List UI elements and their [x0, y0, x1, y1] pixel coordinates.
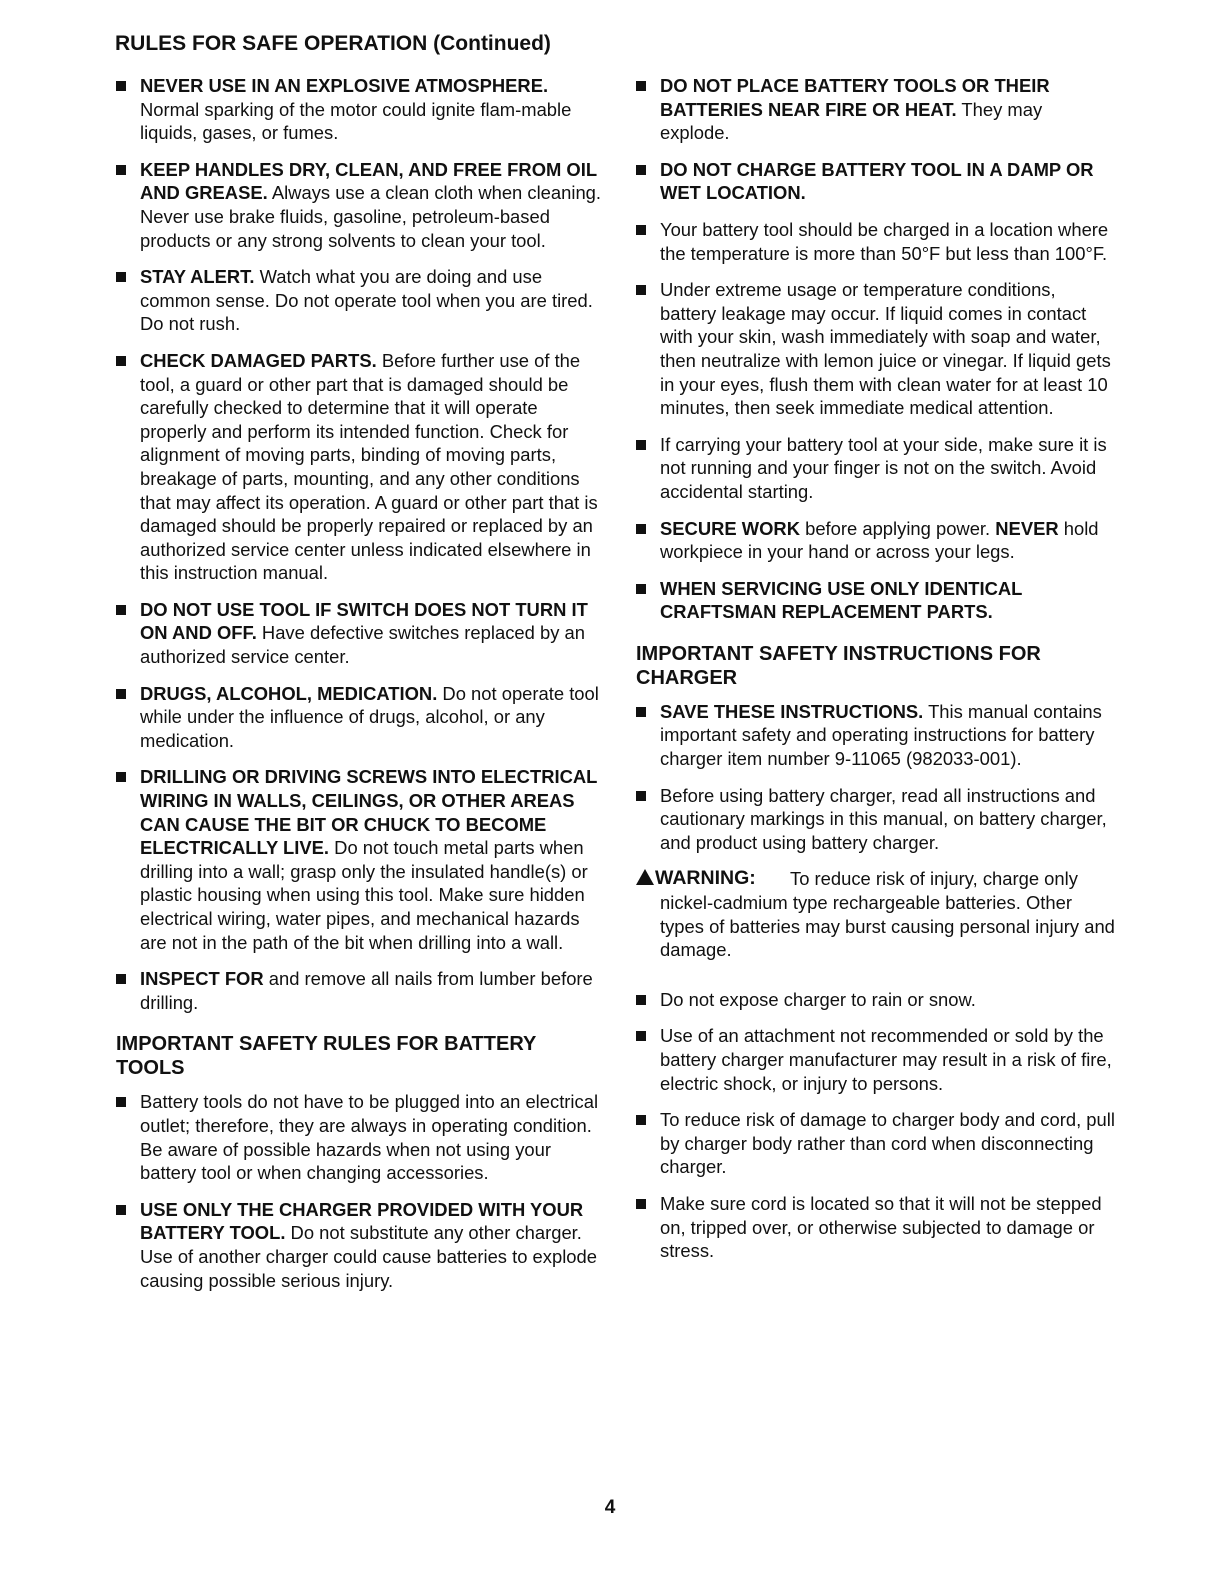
- item-heading: SECURE WORK: [660, 517, 800, 539]
- item-text: Before further use of the tool, a guard or other part that is damaged should be carefully checked to determine that it will operate properly and perform its intended function. Check for alignment of moving parts, binding of moving parts, breakage of parts, mounting, and any other conditions that may affect its operation. A guard or other part that is damaged should be properly repaired or replaced by an authorized service center unless indicated elsewhere in this instruction manual.: [140, 349, 598, 584]
- square-bullet-icon: [636, 1031, 646, 1041]
- square-bullet-icon: [116, 689, 126, 699]
- list-item: [636, 1108, 1116, 1179]
- list-item: [636, 577, 1116, 624]
- square-bullet-icon: [636, 1115, 646, 1125]
- list-item: [116, 1090, 601, 1184]
- battery-rules-list: [116, 1090, 601, 1292]
- item-text: Use of an attachment not recommended or sold by the battery charger manufacturer may result in a risk of fire, electric shock, or injury to persons.: [660, 1025, 1112, 1094]
- square-bullet-icon: [636, 791, 646, 801]
- item-heading-2: NEVER: [995, 517, 1059, 539]
- item-heading: USE ONLY THE CHARGER PROVIDED WITH YOUR BATTERY TOOL.: [140, 1198, 584, 1244]
- charger-rules-list-2: [636, 988, 1116, 1263]
- square-bullet-icon: [636, 1199, 646, 1209]
- item-heading: NEVER USE IN AN EXPLOSIVE ATMOSPHERE.: [140, 75, 549, 96]
- item-text-2: hold workpiece in your hand or across your legs.: [660, 517, 1099, 563]
- warning-block: [636, 867, 1116, 961]
- item-text: Always use a clean cloth when cleaning. Never use brake fluids, gasoline, petroleum-based products or any strong solvents to clean your tool.: [140, 182, 602, 251]
- square-bullet-icon: [116, 974, 126, 984]
- list-item: [636, 433, 1116, 504]
- left-column: [116, 74, 601, 1305]
- list-item: [116, 74, 601, 145]
- item-heading: CHECK DAMAGED PARTS.: [140, 349, 377, 371]
- battery-tools-heading: IMPORTANT SAFETY RULES FOR BATTERY TOOLS: [116, 1033, 537, 1080]
- square-bullet-icon: [636, 285, 646, 295]
- square-bullet-icon: [636, 584, 646, 594]
- square-bullet-icon: [636, 165, 646, 175]
- item-text: Your battery tool should be charged in a location where the temperature is more than 50°F but less than 100°F.: [660, 218, 1109, 264]
- square-bullet-icon: [636, 995, 646, 1005]
- charger-rules-list: [636, 700, 1116, 855]
- list-item: [116, 265, 601, 336]
- square-bullet-icon: [116, 356, 126, 366]
- item-text: Under extreme usage or temperature conditions, battery leakage may occur. If liquid comes in contact with your skin, wash immediately with soap and water, then neutralize with lemon juice or vinegar. If liquid gets in your eyes, flush them with clean water for at least 10 minutes, then seek immediate medical attention.: [660, 279, 1111, 419]
- square-bullet-icon: [636, 440, 646, 450]
- square-bullet-icon: [116, 81, 126, 91]
- list-item: [116, 682, 601, 753]
- warning-text: To reduce risk of injury, charge only nickel-cadmium type rechargeable batteries. Other types of batteries may burst causing personal injury and damage.: [660, 868, 1115, 961]
- warning-heading: [636, 867, 756, 891]
- square-bullet-icon: [636, 524, 646, 534]
- list-item: [116, 765, 601, 954]
- item-heading: DRILLING OR DRIVING SCREWS INTO ELECTRICAL WIRING IN WALLS, CEILINGS, OR OTHER AREAS CAN CAUSE THE BIT OR CHUCK TO BECOME ELECTRICALLY LIVE.: [140, 766, 598, 859]
- list-item: [116, 598, 601, 669]
- item-heading: DO NOT PLACE BATTERY TOOLS OR THEIR BATTERIES NEAR FIRE OR HEAT.: [660, 75, 1050, 120]
- item-heading: INSPECT FOR: [140, 968, 264, 990]
- right-column: [636, 74, 1116, 1276]
- item-text: Do not touch metal parts when drilling into a wall; grasp only the insulated handle(s) or plastic housing when using this tool. Make sure hidden electrical wiring, water pipes, and mechanical hazards are not in the path of the bit when drilling into a wall.: [140, 837, 588, 953]
- square-bullet-icon: [116, 1097, 126, 1107]
- item-heading: DO NOT CHARGE BATTERY TOOL IN A DAMP OR WET LOCATION.: [660, 158, 1094, 204]
- page-title: RULES FOR SAFE OPERATION (Continued): [115, 32, 551, 55]
- item-heading: STAY ALERT.: [140, 266, 255, 288]
- warning-label: WARNING:: [655, 867, 756, 890]
- item-text: This manual contains important safety and operating instructions for battery charger item number 9-11065 (982033-001).: [660, 700, 1102, 770]
- item-text: Before using battery charger, read all instructions and cautionary markings in this manual, on battery charger, and product using battery charger.: [660, 784, 1107, 853]
- list-item: [636, 1024, 1116, 1095]
- item-text: To reduce risk of damage to charger body and cord, pull by charger body rather than cord when disconnecting charger.: [660, 1109, 1115, 1178]
- square-bullet-icon: [636, 707, 646, 717]
- list-item: [636, 784, 1116, 855]
- square-bullet-icon: [636, 225, 646, 235]
- item-text: and remove all nails from lumber before drilling.: [140, 968, 593, 1013]
- item-text: Do not substitute any other charger. Use of another charger could cause batteries to explode causing possible serious injury.: [140, 1222, 597, 1291]
- square-bullet-icon: [116, 1205, 126, 1215]
- warning-triangle-icon: [636, 869, 654, 885]
- list-item: [116, 349, 601, 585]
- list-item: [636, 158, 1116, 205]
- list-item: [636, 517, 1116, 564]
- list-item: [116, 967, 601, 1014]
- list-item: [116, 1198, 601, 1292]
- item-heading: SAVE THESE INSTRUCTIONS.: [660, 700, 924, 722]
- page-number: 4: [604, 1497, 616, 1518]
- square-bullet-icon: [636, 81, 646, 91]
- item-text: Have defective switches replaced by an authorized service center.: [140, 622, 585, 668]
- list-item: [636, 74, 1116, 145]
- charger-heading: IMPORTANT SAFETY INSTRUCTIONS FOR CHARGER: [636, 642, 1041, 689]
- item-text: They may explode.: [660, 98, 1043, 144]
- item-text: Do not expose charger to rain or snow.: [660, 988, 976, 1010]
- item-text: If carrying your battery tool at your side, make sure it is not running and your finger is not on the switch. Avoid accidental starting.: [660, 433, 1107, 502]
- square-bullet-icon: [116, 772, 126, 782]
- square-bullet-icon: [116, 165, 126, 175]
- list-item: [636, 1192, 1116, 1263]
- list-item: [116, 158, 601, 252]
- item-heading: DO NOT USE TOOL IF SWITCH DOES NOT TURN IT ON AND OFF.: [140, 598, 588, 644]
- item-heading: KEEP HANDLES DRY, CLEAN, AND FREE FROM OIL AND GREASE.: [140, 158, 597, 204]
- list-item: [636, 700, 1116, 771]
- square-bullet-icon: [116, 272, 126, 282]
- left-rules-list: [116, 74, 601, 1014]
- item-text: before applying power.: [799, 517, 996, 539]
- list-item: [636, 278, 1116, 420]
- item-text: Normal sparking of the motor could ignite flam-mable liquids, gases, or fumes.: [140, 98, 572, 144]
- item-text: Make sure cord is located so that it will not be stepped on, tripped over, or otherwise subjected to damage or stress.: [660, 1192, 1102, 1262]
- item-text: Watch what you are doing and use common sense. Do not operate tool when you are tired. Do not rush.: [140, 266, 593, 335]
- list-item: [636, 218, 1116, 265]
- square-bullet-icon: [116, 605, 126, 615]
- list-item: [636, 988, 1116, 1012]
- item-text: Battery tools do not have to be plugged into an electrical outlet; therefore, they are always in operating condition. Be aware of possible hazards when not using your battery tool or when changing accessories.: [140, 1091, 599, 1184]
- item-heading: DRUGS, ALCOHOL, MEDICATION.: [140, 682, 438, 704]
- item-text: Do not operate tool while under the influence of drugs, alcohol, or any medication.: [140, 682, 599, 751]
- right-rules-list: [636, 74, 1116, 624]
- item-heading: WHEN SERVICING USE ONLY IDENTICAL CRAFTSMAN REPLACEMENT PARTS.: [660, 577, 1023, 623]
